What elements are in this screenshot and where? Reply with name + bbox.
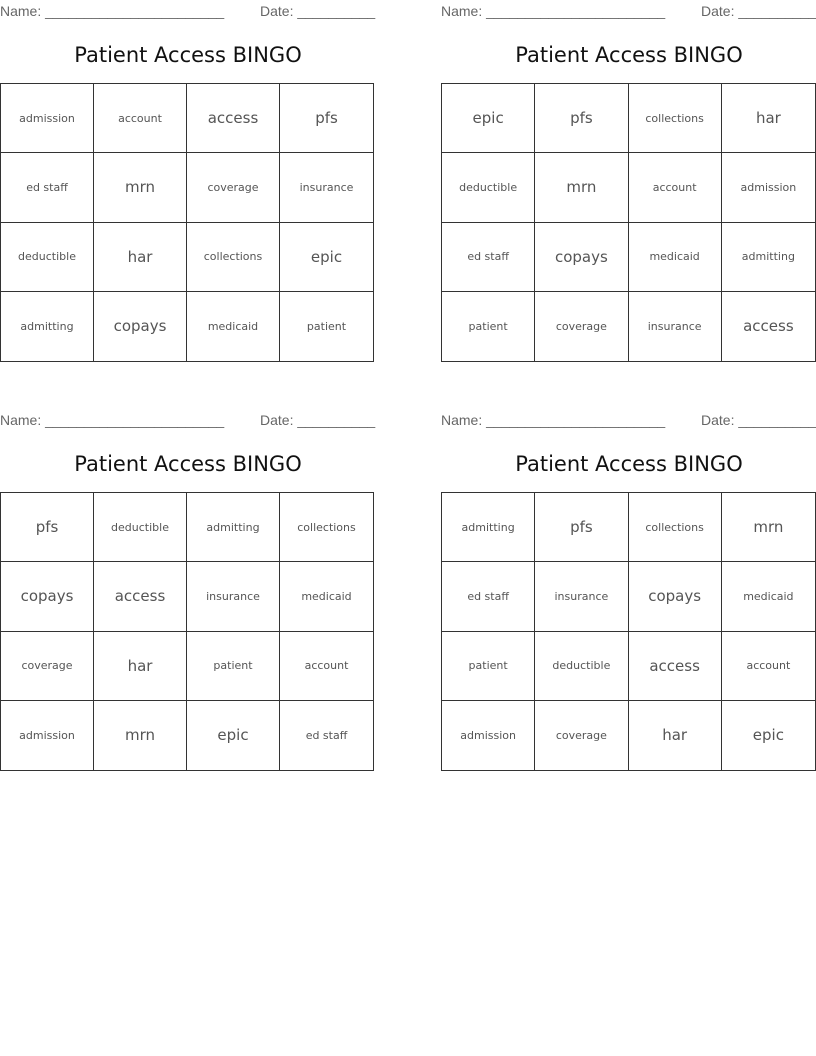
bingo-cell[interactable]: epic [752,726,784,745]
bingo-cell[interactable]: coverage [535,292,628,361]
bingo-cell[interactable]: collections [187,223,280,292]
date-field[interactable]: Date: __________ [260,3,376,19]
bingo-cell[interactable]: account [722,632,815,701]
bingo-cell[interactable]: ed staff [305,728,348,742]
bingo-cell[interactable]: admission [442,701,535,770]
bingo-cell[interactable]: medicaid [187,292,280,361]
bingo-cell[interactable]: deductible [1,223,94,292]
bingo-cell[interactable]: collections [629,84,722,153]
bingo-cell[interactable]: collections [280,493,373,562]
bingo-cell[interactable]: ed staff [442,562,535,631]
bingo-cell[interactable]: pfs [535,493,628,562]
bingo-cell[interactable]: medicaid [280,562,373,631]
bingo-cell[interactable]: insurance [629,292,722,361]
name-field[interactable]: Name: _______________________ [0,3,225,19]
bingo-cell[interactable]: mrn [94,153,187,222]
bingo-cell[interactable]: copays [535,223,628,292]
bingo-cell[interactable]: admission [1,84,94,153]
bingo-cell[interactable]: access [743,317,794,336]
date-field[interactable]: Date: __________ [701,412,816,428]
bingo-grid [0,83,374,362]
bingo-cell[interactable]: pfs [280,84,373,153]
bingo-card-4 [441,409,816,774]
bingo-cell[interactable]: pfs [535,84,628,153]
bingo-cell[interactable]: epic [187,701,280,770]
bingo-cell[interactable]: copays [94,292,187,361]
card-title: Patient Access BINGO [515,43,743,67]
bingo-cell[interactable]: account [280,632,373,701]
bingo-cell[interactable]: deductible [442,153,535,222]
bingo-cell[interactable]: coverage [187,153,280,222]
bingo-cell[interactable]: admitting [442,493,535,562]
date-field[interactable]: Date: __________ [260,412,376,428]
bingo-cell[interactable]: deductible [535,632,628,701]
bingo-cell[interactable]: coverage [535,701,628,770]
bingo-cell[interactable]: mrn [535,153,628,222]
bingo-grid [441,83,816,362]
bingo-cell[interactable]: mrn [722,493,815,562]
card-title: Patient Access BINGO [515,452,743,476]
bingo-cell[interactable]: copays [1,562,94,631]
bingo-cell[interactable]: patient [187,632,280,701]
bingo-cell[interactable]: mrn [94,701,187,770]
name-field[interactable]: Name: _______________________ [0,412,225,428]
bingo-cell[interactable]: ed staff [442,223,535,292]
bingo-card-2 [441,0,816,365]
bingo-cell[interactable]: admitting [1,292,94,361]
bingo-cell[interactable]: access [629,632,722,701]
bingo-cell[interactable]: admitting [187,493,280,562]
name-field[interactable]: Name: _______________________ [441,412,666,428]
bingo-cell[interactable]: ed staff [1,153,94,222]
bingo-cell[interactable]: account [94,84,187,153]
bingo-cell[interactable]: deductible [94,493,187,562]
bingo-cell[interactable]: collections [629,493,722,562]
bingo-card-3 [0,409,376,774]
bingo-cell[interactable]: epic [442,84,535,153]
bingo-cell[interactable]: medicaid [629,223,722,292]
bingo-cell[interactable]: copays [629,562,722,631]
bingo-cell[interactable]: insurance [187,562,280,631]
bingo-cell[interactable]: epic [280,223,373,292]
date-field[interactable]: Date: __________ [701,3,816,19]
bingo-cell[interactable]: admission [1,701,94,770]
bingo-cell[interactable]: admitting [722,223,815,292]
card-title: Patient Access BINGO [74,43,302,67]
bingo-cell[interactable]: patient [306,319,347,333]
bingo-cell[interactable]: patient [442,632,535,701]
bingo-cell[interactable]: insurance [535,562,628,631]
bingo-cell[interactable]: har [94,223,187,292]
bingo-cell[interactable]: har [722,84,815,153]
bingo-cell[interactable]: coverage [1,632,94,701]
bingo-cell[interactable]: account [629,153,722,222]
bingo-card-1 [0,0,376,365]
bingo-cell[interactable]: patient [442,292,535,361]
bingo-cell[interactable]: pfs [1,493,94,562]
bingo-cell[interactable]: har [94,632,187,701]
bingo-cell[interactable]: har [629,701,722,770]
bingo-cell[interactable]: medicaid [722,562,815,631]
bingo-cell[interactable]: access [94,562,187,631]
bingo-grid [441,492,816,771]
bingo-cell[interactable]: insurance [280,153,373,222]
bingo-cell[interactable]: admission [722,153,815,222]
name-field[interactable]: Name: _______________________ [441,3,666,19]
bingo-grid [0,492,374,771]
card-title: Patient Access BINGO [74,452,302,476]
bingo-cell[interactable]: access [187,84,280,153]
